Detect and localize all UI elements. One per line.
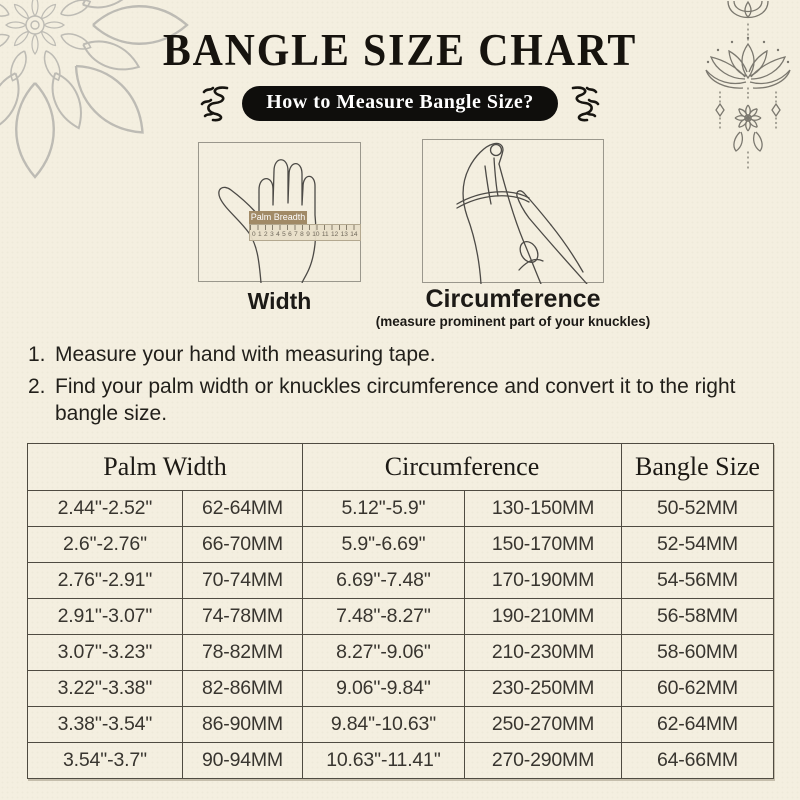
page-title: BANGLE SIZE CHART	[162, 25, 638, 75]
circumference-mm-cell: 230-250MM	[465, 671, 622, 707]
palm-width-in-cell: 3.07''-3.23''	[28, 635, 183, 671]
circumference-mm-cell: 250-270MM	[465, 707, 622, 743]
table-row	[28, 635, 774, 671]
circumference-in-cell: 5.12''-5.9''	[303, 491, 465, 527]
palm-width-mm-cell: 70-74MM	[183, 563, 303, 599]
palm-width-in-cell: 3.38''-3.54''	[28, 707, 183, 743]
circumference-in-cell: 10.63''-11.41''	[303, 743, 465, 779]
instructions	[28, 341, 768, 432]
instruction-step	[28, 341, 768, 368]
width-caption: Width	[247, 288, 312, 314]
circumference-header: Circumference	[303, 444, 622, 491]
flourish-right-icon	[567, 82, 601, 124]
size-chart-table	[27, 443, 774, 779]
table-header-row	[28, 444, 774, 491]
palm-width-mm-cell: 62-64MM	[183, 491, 303, 527]
circumference-mm-cell: 130-150MM	[465, 491, 622, 527]
table-row	[28, 743, 774, 779]
step-number: 2.	[28, 375, 46, 398]
palm-width-in-cell: 2.76''-2.91''	[28, 563, 183, 599]
bangle-size-cell: 52-54MM	[622, 527, 774, 563]
palm-breadth-label: Palm Breadth	[250, 212, 306, 222]
ruler-ticks	[250, 225, 360, 230]
palm-width-in-cell: 2.44''-2.52''	[28, 491, 183, 527]
ruler-numbers: 0 1 2 3 4 5 6 7 8 9 10 11 12 13 14	[252, 231, 358, 238]
circumference-mm-cell: 170-190MM	[465, 563, 622, 599]
bangle-size-cell: 54-56MM	[622, 563, 774, 599]
bangle-size-cell: 60-62MM	[622, 671, 774, 707]
bangle-size-header: Bangle Size	[622, 444, 774, 491]
circumference-caption: Circumference	[425, 285, 601, 313]
table-row	[28, 491, 774, 527]
circumference-mm-cell: 270-290MM	[465, 743, 622, 779]
circumference-in-cell: 8.27''-9.06''	[303, 635, 465, 671]
circumference-note: (measure prominent part of your knuckles)	[375, 314, 651, 329]
circumference-mm-cell: 190-210MM	[465, 599, 622, 635]
palm-width-in-cell: 3.22''-3.38''	[28, 671, 183, 707]
how-to-measure-banner: How to Measure Bangle Size?	[242, 86, 558, 121]
hand-circumference-illustration	[422, 139, 604, 283]
palm-width-mm-cell: 74-78MM	[183, 599, 303, 635]
circumference-in-cell: 5.9''-6.69''	[303, 527, 465, 563]
bangle-size-cell: 62-64MM	[622, 707, 774, 743]
palm-width-mm-cell: 82-86MM	[183, 671, 303, 707]
circumference-in-cell: 6.69''-7.48''	[303, 563, 465, 599]
knuckle-measure-icon	[423, 140, 605, 284]
palm-width-mm-cell: 90-94MM	[183, 743, 303, 779]
hand-width-illustration	[198, 142, 361, 282]
palm-width-mm-cell: 78-82MM	[183, 635, 303, 671]
table-row	[28, 707, 774, 743]
palm-width-mm-cell: 66-70MM	[183, 527, 303, 563]
circumference-mm-cell: 150-170MM	[465, 527, 622, 563]
instruction-step	[28, 373, 768, 427]
step-text: Measure your hand with measuring tape.	[55, 343, 436, 366]
circumference-in-cell: 9.84''-10.63''	[303, 707, 465, 743]
palm-width-mm-cell: 86-90MM	[183, 707, 303, 743]
circumference-in-cell: 7.48''-8.27''	[303, 599, 465, 635]
step-text: Find your palm width or knuckles circumference and convert it to the right bangle size.	[55, 375, 736, 425]
ruler	[249, 224, 361, 241]
banner-row	[0, 84, 800, 122]
bangle-size-cell: 58-60MM	[622, 635, 774, 671]
bangle-size-cell: 56-58MM	[622, 599, 774, 635]
circumference-in-cell: 9.06''-9.84''	[303, 671, 465, 707]
table-row	[28, 671, 774, 707]
table-row	[28, 563, 774, 599]
bangle-size-cell: 64-66MM	[622, 743, 774, 779]
table-row	[28, 599, 774, 635]
flourish-left-icon	[199, 82, 233, 124]
palm-width-in-cell: 2.91''-3.07''	[28, 599, 183, 635]
table-row	[28, 527, 774, 563]
circumference-mm-cell: 210-230MM	[465, 635, 622, 671]
palm-width-header: Palm Width	[28, 444, 303, 491]
step-number: 1.	[28, 343, 46, 366]
palm-width-in-cell: 3.54''-3.7''	[28, 743, 183, 779]
palm-width-in-cell: 2.6''-2.76''	[28, 527, 183, 563]
bangle-size-cell: 50-52MM	[622, 491, 774, 527]
